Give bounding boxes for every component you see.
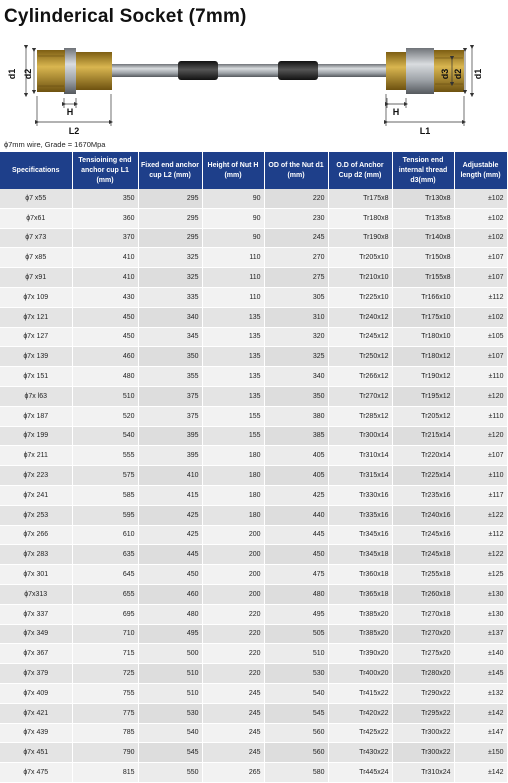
wire-grade-note: ɸ7mm wire, Grade = 1670Mpa	[4, 140, 106, 149]
table-cell: 245	[264, 228, 328, 248]
table-cell: 560	[264, 723, 328, 743]
table-cell: 295	[138, 228, 202, 248]
table-cell: Tr275x20	[392, 644, 454, 664]
table-cell: ±145	[454, 664, 507, 684]
table-cell: 790	[72, 743, 138, 763]
table-cell: Tr220x14	[392, 446, 454, 466]
label-l1: L1	[419, 126, 431, 136]
table-cell: ±102	[454, 307, 507, 327]
table-cell: 350	[264, 386, 328, 406]
table-cell: 595	[72, 505, 138, 525]
table-cell: 270	[264, 248, 328, 268]
table-cell: 610	[72, 525, 138, 545]
table-cell: 510	[72, 386, 138, 406]
col-header-adjustable: Adjustable length (mm)	[454, 152, 507, 189]
table-cell: 530	[264, 664, 328, 684]
table-cell: Tr205x12	[392, 406, 454, 426]
table-cell: Tr445x24	[328, 763, 392, 783]
table-cell: Tr180x10	[392, 327, 454, 347]
table-cell: 355	[138, 367, 202, 387]
table-row	[0, 307, 507, 327]
table-cell: 305	[264, 287, 328, 307]
table-cell: Tr225x10	[328, 287, 392, 307]
table-row	[0, 644, 507, 664]
col-header-l1: Tensioining end anchor cup L1 (mm)	[72, 152, 138, 189]
table-cell: Tr245x18	[392, 545, 454, 565]
table-cell: 295	[138, 189, 202, 208]
table-cell: Tr345x18	[328, 545, 392, 565]
table-cell: 480	[138, 604, 202, 624]
table-cell: 180	[202, 446, 264, 466]
table-cell: ɸ7x 379	[0, 664, 72, 684]
table-cell: ɸ7x 211	[0, 446, 72, 466]
table-cell: Tr335x16	[328, 505, 392, 525]
table-cell: Tr315x14	[328, 466, 392, 486]
table-cell: 350	[138, 347, 202, 367]
table-cell: 480	[72, 367, 138, 387]
table-cell: ±125	[454, 565, 507, 585]
table-cell: Tr210x10	[328, 268, 392, 288]
table-cell: ±107	[454, 268, 507, 288]
table-cell: ±137	[454, 624, 507, 644]
table-cell: 635	[72, 545, 138, 565]
table-cell: 275	[264, 268, 328, 288]
table-cell: ɸ7x l63	[0, 386, 72, 406]
table-cell: ɸ7x 223	[0, 466, 72, 486]
table-cell: ɸ7x 266	[0, 525, 72, 545]
table-cell: ±140	[454, 644, 507, 664]
socket-diagram	[0, 34, 508, 138]
table-cell: 645	[72, 565, 138, 585]
table-cell: Tr245x12	[328, 327, 392, 347]
table-cell: 220	[264, 189, 328, 208]
table-cell: 340	[264, 367, 328, 387]
table-cell: Tr166x10	[392, 287, 454, 307]
table-cell: Tr385x20	[328, 604, 392, 624]
table-cell: 475	[264, 565, 328, 585]
table-header-row	[0, 152, 507, 189]
table-row	[0, 287, 507, 307]
table-cell: ±112	[454, 525, 507, 545]
table-cell: ɸ7x61	[0, 208, 72, 228]
table-cell: Tr420x22	[328, 703, 392, 723]
table-cell: ±107	[454, 347, 507, 367]
table-cell: 580	[264, 763, 328, 783]
table-cell: ɸ7x 151	[0, 367, 72, 387]
table-row	[0, 466, 507, 486]
col-header-d3: Tension end internal thread d3(mm)	[392, 152, 454, 189]
table-cell: 555	[72, 446, 138, 466]
table-cell: 110	[202, 248, 264, 268]
table-cell: 425	[138, 525, 202, 545]
col-header-h: Height of Nut H (mm)	[202, 152, 264, 189]
table-cell: 385	[264, 426, 328, 446]
table-row	[0, 584, 507, 604]
table-cell: 340	[138, 307, 202, 327]
table-cell: Tr400x20	[328, 664, 392, 684]
table-row	[0, 485, 507, 505]
table-cell: 480	[264, 584, 328, 604]
table-row	[0, 367, 507, 387]
table-cell: 495	[138, 624, 202, 644]
table-cell: 545	[138, 743, 202, 763]
table-cell: Tr345x16	[328, 525, 392, 545]
col-header-d1: OD of the Nut d1 (mm)	[264, 152, 328, 189]
table-cell: 460	[72, 347, 138, 367]
table-cell: Tr190x8	[328, 228, 392, 248]
table-cell: 655	[72, 584, 138, 604]
table-cell: Tr300x22	[392, 723, 454, 743]
table-cell: ɸ7x 421	[0, 703, 72, 723]
table-cell: ɸ7x 241	[0, 485, 72, 505]
table-cell: ɸ7x 475	[0, 763, 72, 783]
table-cell: Tr195x12	[392, 386, 454, 406]
table-cell: ±107	[454, 446, 507, 466]
table-cell: Tr225x14	[392, 466, 454, 486]
table-cell: 320	[264, 327, 328, 347]
table-cell: ɸ7x 367	[0, 644, 72, 664]
table-cell: Tr330x16	[328, 485, 392, 505]
table-cell: 180	[202, 505, 264, 525]
table-cell: 540	[72, 426, 138, 446]
table-cell: 360	[72, 208, 138, 228]
table-cell: Tr425x22	[328, 723, 392, 743]
table-cell: 785	[72, 723, 138, 743]
table-cell: ±147	[454, 723, 507, 743]
table-cell: Tr180x12	[392, 347, 454, 367]
table-cell: 410	[138, 466, 202, 486]
table-cell: 90	[202, 228, 264, 248]
table-cell: 410	[72, 248, 138, 268]
label-h-right: H	[392, 107, 400, 117]
table-cell: Tr180x8	[328, 208, 392, 228]
page-title: Cylinderical Socket (7mm)	[4, 6, 247, 27]
table-cell: Tr205x10	[328, 248, 392, 268]
table-cell: Tr285x12	[328, 406, 392, 426]
table-cell: 540	[138, 723, 202, 743]
table-cell: 440	[264, 505, 328, 525]
table-row	[0, 189, 507, 208]
table-cell: Tr130x8	[392, 189, 454, 208]
table-cell: Tr385x20	[328, 624, 392, 644]
table-cell: Tr270x12	[328, 386, 392, 406]
table-cell: ɸ7x 127	[0, 327, 72, 347]
table-cell: ±120	[454, 426, 507, 446]
table-cell: 245	[202, 703, 264, 723]
table-cell: ɸ7x 199	[0, 426, 72, 446]
table-row	[0, 248, 507, 268]
table-cell: ±107	[454, 248, 507, 268]
col-header-d2: O.D of Anchor Cup d2 (mm)	[328, 152, 392, 189]
table-cell: Tr300x14	[328, 426, 392, 446]
table-cell: ±130	[454, 604, 507, 624]
table-cell: 135	[202, 307, 264, 327]
table-row	[0, 763, 507, 783]
table-cell: 755	[72, 683, 138, 703]
table-cell: 425	[264, 485, 328, 505]
table-cell: 695	[72, 604, 138, 624]
table-cell: 375	[138, 406, 202, 426]
table-cell: Tr155x8	[392, 268, 454, 288]
table-cell: 510	[138, 664, 202, 684]
table-cell: 245	[202, 743, 264, 763]
table-cell: 200	[202, 525, 264, 545]
table-cell: ɸ7 x73	[0, 228, 72, 248]
table-cell: 200	[202, 584, 264, 604]
table-cell: 520	[72, 406, 138, 426]
table-cell: 110	[202, 287, 264, 307]
label-h-left: H	[66, 107, 74, 117]
table-row	[0, 683, 507, 703]
table-row	[0, 386, 507, 406]
table-row	[0, 604, 507, 624]
table-row	[0, 327, 507, 347]
sheath-right	[278, 61, 318, 80]
table-cell: Tr266x12	[328, 367, 392, 387]
table-cell: Tr235x16	[392, 485, 454, 505]
table-cell: 560	[264, 743, 328, 763]
table-cell: ɸ7x 439	[0, 723, 72, 743]
label-d2-right: d2	[453, 68, 463, 80]
table-cell: Tr360x18	[328, 565, 392, 585]
table-cell: 375	[138, 386, 202, 406]
table-cell: Tr270x20	[392, 624, 454, 644]
table-cell: 265	[202, 763, 264, 783]
table-cell: 450	[264, 545, 328, 565]
table-cell: 220	[202, 644, 264, 664]
table-cell: ±150	[454, 743, 507, 763]
table-cell: Tr390x20	[328, 644, 392, 664]
table-cell: 155	[202, 426, 264, 446]
table-cell: 380	[264, 406, 328, 426]
table-cell: 220	[202, 664, 264, 684]
table-row	[0, 565, 507, 585]
col-header-l2: Fixed end anchor cup L2 (mm)	[138, 152, 202, 189]
table-cell: Tr280x20	[392, 664, 454, 684]
fixed-end-socket	[37, 48, 112, 94]
table-cell: 350	[72, 189, 138, 208]
table-cell: ±142	[454, 763, 507, 783]
col-header-specifications: Specifications	[0, 152, 72, 189]
label-d3-right: d3	[440, 68, 450, 80]
table-cell: 550	[138, 763, 202, 783]
table-cell: 775	[72, 703, 138, 723]
table-cell: 155	[202, 406, 264, 426]
table-cell: 370	[72, 228, 138, 248]
table-cell: 135	[202, 347, 264, 367]
table-cell: 345	[138, 327, 202, 347]
table-cell: 510	[264, 644, 328, 664]
table-row	[0, 505, 507, 525]
table-cell: ɸ7x 337	[0, 604, 72, 624]
table-cell: 200	[202, 545, 264, 565]
table-row	[0, 347, 507, 367]
table-row	[0, 406, 507, 426]
table-cell: ɸ7x 109	[0, 287, 72, 307]
table-row	[0, 525, 507, 545]
table-cell: 585	[72, 485, 138, 505]
table-cell: Tr150x8	[392, 248, 454, 268]
table-cell: ±102	[454, 189, 507, 208]
table-cell: 310	[264, 307, 328, 327]
table-cell: 325	[264, 347, 328, 367]
table-cell: ±122	[454, 505, 507, 525]
table-cell: 110	[202, 268, 264, 288]
table-cell: 545	[264, 703, 328, 723]
table-cell: Tr270x18	[392, 604, 454, 624]
table-cell: 405	[264, 446, 328, 466]
table-cell: Tr215x14	[392, 426, 454, 446]
table-cell: ɸ7x 349	[0, 624, 72, 644]
table-row	[0, 446, 507, 466]
table-cell: 510	[138, 683, 202, 703]
table-cell: ɸ7x 409	[0, 683, 72, 703]
table-cell: Tr295x22	[392, 703, 454, 723]
table-row	[0, 426, 507, 446]
table-cell: ±132	[454, 683, 507, 703]
sheath-left	[178, 61, 218, 80]
table-cell: Tr190x12	[392, 367, 454, 387]
table-cell: ±122	[454, 545, 507, 565]
table-cell: ±102	[454, 228, 507, 248]
specification-table	[0, 152, 508, 783]
table-cell: 450	[72, 327, 138, 347]
table-cell: ±102	[454, 208, 507, 228]
table-row	[0, 723, 507, 743]
table-cell: ±105	[454, 327, 507, 347]
table-cell: 725	[72, 664, 138, 684]
table-cell: 450	[72, 307, 138, 327]
table-cell: 815	[72, 763, 138, 783]
table-cell: 220	[202, 624, 264, 644]
table-cell: 245	[202, 723, 264, 743]
table-cell: Tr175x10	[392, 307, 454, 327]
table-cell: ±120	[454, 386, 507, 406]
label-d2-left: d2	[23, 68, 33, 80]
table-cell: 410	[72, 268, 138, 288]
table-cell: 575	[72, 466, 138, 486]
table-cell: 295	[138, 208, 202, 228]
label-l2: L2	[68, 126, 80, 136]
label-d1-left: d1	[7, 68, 17, 80]
table-cell: ɸ7x 283	[0, 545, 72, 565]
table-cell: ɸ7x 451	[0, 743, 72, 763]
table-cell: 135	[202, 327, 264, 347]
table-cell: 495	[264, 604, 328, 624]
table-cell: 245	[202, 683, 264, 703]
table-cell: 450	[138, 565, 202, 585]
table-cell: Tr430x22	[328, 743, 392, 763]
table-cell: 90	[202, 189, 264, 208]
table-row	[0, 208, 507, 228]
table-cell: Tr240x16	[392, 505, 454, 525]
table-cell: 135	[202, 386, 264, 406]
table-cell: 445	[264, 525, 328, 545]
table-cell: 395	[138, 426, 202, 446]
table-cell: ±130	[454, 584, 507, 604]
table-cell: 325	[138, 268, 202, 288]
table-cell: ɸ7 x55	[0, 189, 72, 208]
table-cell: 540	[264, 683, 328, 703]
table-cell: ɸ7x313	[0, 584, 72, 604]
table-cell: 505	[264, 624, 328, 644]
table-cell: Tr310x14	[328, 446, 392, 466]
table-cell: 445	[138, 545, 202, 565]
table-cell: 425	[138, 505, 202, 525]
table-cell: Tr255x18	[392, 565, 454, 585]
table-cell: ɸ7 x91	[0, 268, 72, 288]
table-cell: Tr260x18	[392, 584, 454, 604]
table-cell: 715	[72, 644, 138, 664]
table-cell: 325	[138, 248, 202, 268]
table-cell: Tr135x8	[392, 208, 454, 228]
table-cell: ±110	[454, 406, 507, 426]
table-row	[0, 664, 507, 684]
table-cell: ɸ7x 121	[0, 307, 72, 327]
table-cell: 395	[138, 446, 202, 466]
table-row	[0, 545, 507, 565]
table-cell: 530	[138, 703, 202, 723]
table-cell: 500	[138, 644, 202, 664]
table-row	[0, 228, 507, 248]
table-row	[0, 624, 507, 644]
table-cell: 180	[202, 466, 264, 486]
table-cell: ɸ7x 301	[0, 565, 72, 585]
table-cell: 230	[264, 208, 328, 228]
table-cell: 460	[138, 584, 202, 604]
table-cell: Tr415x22	[328, 683, 392, 703]
table-cell: 200	[202, 565, 264, 585]
table-cell: Tr290x22	[392, 683, 454, 703]
table-cell: 90	[202, 208, 264, 228]
table-cell: Tr365x18	[328, 584, 392, 604]
cable	[110, 64, 388, 77]
table-cell: 430	[72, 287, 138, 307]
table-cell: ɸ7x 187	[0, 406, 72, 426]
table-cell: ɸ7x 253	[0, 505, 72, 525]
table-cell: Tr300x22	[392, 743, 454, 763]
table-cell: 220	[202, 604, 264, 624]
table-cell: 405	[264, 466, 328, 486]
table-cell: 135	[202, 367, 264, 387]
table-row	[0, 268, 507, 288]
table-cell: Tr310x24	[392, 763, 454, 783]
table-row	[0, 703, 507, 723]
table-cell: ±142	[454, 703, 507, 723]
table-cell: ±112	[454, 287, 507, 307]
table-cell: Tr175x8	[328, 189, 392, 208]
table-cell: 180	[202, 485, 264, 505]
table-cell: ±110	[454, 466, 507, 486]
table-cell: ɸ7 x85	[0, 248, 72, 268]
table-cell: ɸ7x 139	[0, 347, 72, 367]
table-cell: Tr245x16	[392, 525, 454, 545]
table-cell: ±110	[454, 367, 507, 387]
table-cell: Tr140x8	[392, 228, 454, 248]
table-cell: ±117	[454, 485, 507, 505]
table-cell: 710	[72, 624, 138, 644]
table-cell: 335	[138, 287, 202, 307]
table-cell: 415	[138, 485, 202, 505]
table-cell: Tr240x12	[328, 307, 392, 327]
table-cell: Tr250x12	[328, 347, 392, 367]
label-d1-right: d1	[473, 68, 483, 80]
